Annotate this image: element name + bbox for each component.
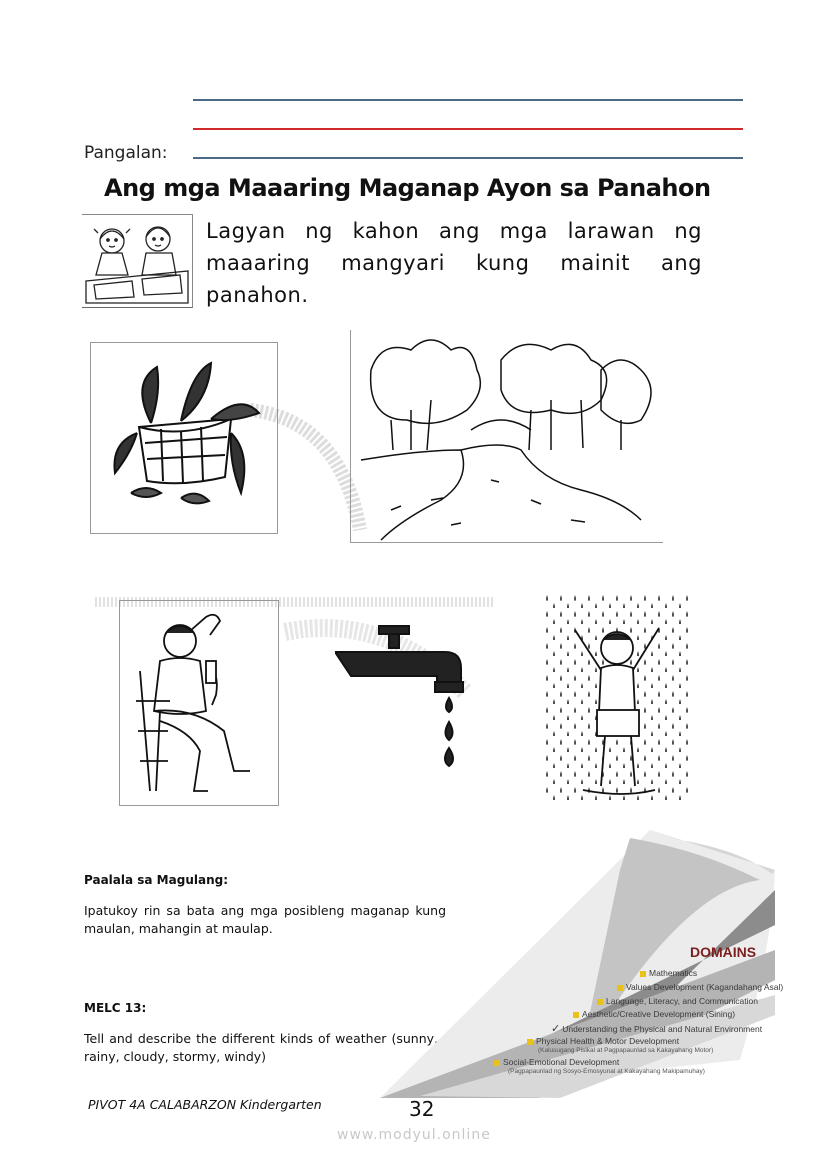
wilted-plant-picture[interactable] — [90, 342, 278, 534]
domain-item-language: Language, Literacy, and Communication — [597, 996, 758, 1006]
page-title: Ang mga Maaaring Maganap Ayon sa Panahon — [104, 174, 711, 202]
writing-line-bottom — [193, 157, 743, 159]
parent-note-text: Ipatukoy rin sa bata ang mga posibleng maganap kung maulan, mahangin at maulap. — [84, 903, 446, 936]
domain-item-mathematics: Mathematics — [640, 968, 697, 978]
instruction-text: Lagyan ng kahon ang mga larawan ng maaaring mangyari kung mainit ang panahon. — [206, 219, 702, 307]
name-label: Pangalan: — [84, 143, 168, 163]
domain-sub-physical: (Kalusugang Pisikal at Pagpapaunlad sa Kakayahang Motor) — [538, 1047, 714, 1054]
writing-line-top — [193, 99, 743, 101]
writing-line-middle — [193, 128, 743, 130]
melc-text: Tell and describe the different kinds of weather (sunny, rainy, cloudy, stormy, windy) — [84, 1031, 438, 1064]
watermark-url: www.modyul.online — [337, 1127, 491, 1143]
domain-item-understanding: ✓ Understanding the Physical and Natural Environment — [551, 1023, 763, 1035]
domain-item-physical: Physical Health & Motor Development — [527, 1036, 679, 1046]
domains-title: DOMAINS — [690, 944, 757, 960]
domain-square-icon — [617, 985, 623, 991]
footer-course-label: PIVOT 4A CALABARZON Kindergarten — [88, 1097, 322, 1112]
domain-square-icon — [527, 1039, 533, 1045]
melc-heading: MELC 13: — [84, 1001, 147, 1015]
domain-square-icon — [640, 971, 646, 977]
boy-in-rain-picture[interactable] — [543, 592, 693, 802]
domain-item-social: Social-Emotional Development — [494, 1057, 619, 1067]
check-mark-icon: ✓ — [551, 1023, 561, 1035]
domain-square-icon — [573, 1012, 579, 1018]
dripping-faucet-picture[interactable] — [335, 622, 475, 772]
domain-sub-social: (Pagpapaunlad ng Sosyo-Emosyunal at Kakayahang Makipamuhay) — [508, 1068, 705, 1075]
page-number: 32 — [409, 1097, 435, 1121]
domain-item-aesthetic: Aesthetic/Creative Development (Sining) — [573, 1009, 735, 1019]
domain-square-icon — [494, 1060, 500, 1066]
parent-note-heading: Paalala sa Magulang: — [84, 873, 228, 887]
domain-item-values: Values Development (Kagandahang Asal) — [617, 982, 783, 992]
domain-square-icon — [597, 999, 603, 1005]
sweating-man-picture[interactable] — [119, 600, 279, 806]
kids-writing-icon — [82, 214, 193, 308]
dry-river-forest-picture[interactable] — [350, 330, 663, 543]
